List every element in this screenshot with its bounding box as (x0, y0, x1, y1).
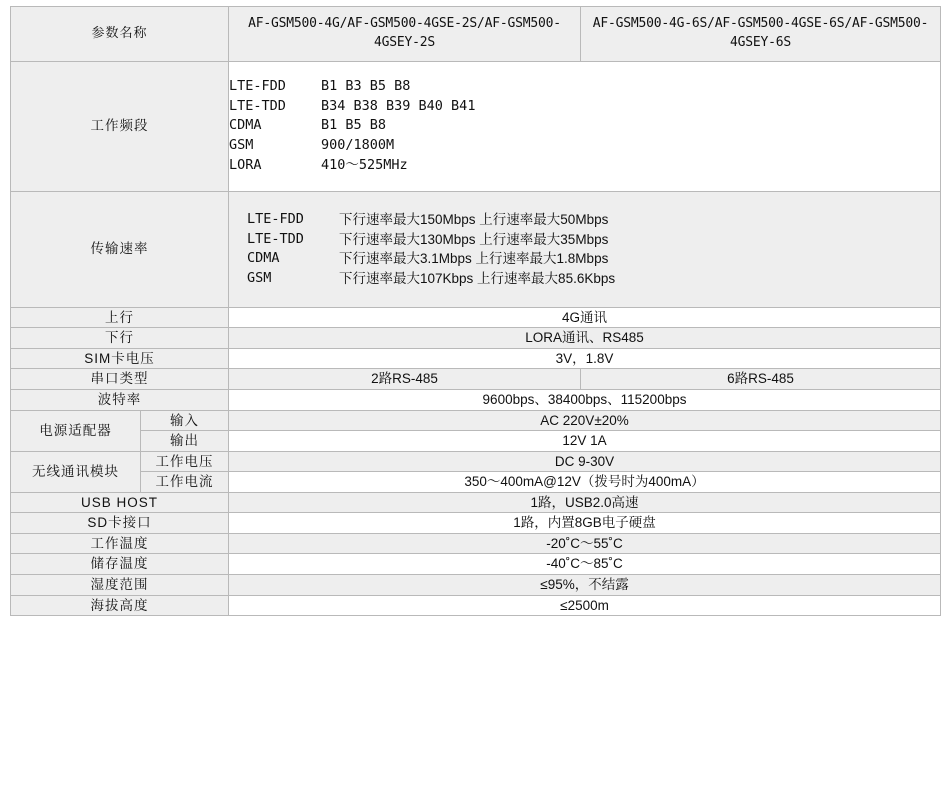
rate-name: LTE-TDD (247, 230, 304, 247)
list-item (247, 249, 940, 269)
row-value-sim-voltage: 3V，1.8V (229, 348, 941, 369)
rate-value: 下行速率最大150Mbps 上行速率最大50Mbps (339, 212, 609, 228)
row-label-serial-type: 串口类型 (11, 369, 229, 390)
list-item (229, 97, 940, 117)
row-label-altitude: 海拔高度 (11, 595, 229, 616)
rate-name: LTE-FDD (247, 211, 304, 228)
row-label-wireless-module: 无线通讯模块 (11, 451, 141, 492)
row-value-power-input: AC 220V±20% (229, 410, 941, 431)
row-label-sim-voltage: SIM卡电压 (11, 348, 229, 369)
table-row-storage-temp (11, 554, 941, 575)
row-value-serial-b: 6路RS-485 (581, 369, 941, 390)
frequency-value-block (229, 61, 941, 191)
row-label-usb-host: USB HOST (11, 492, 229, 513)
frequency-value: B1 B5 B8 (321, 117, 387, 134)
row-label-downlink: 下行 (11, 328, 229, 349)
table-row-module-current (11, 472, 941, 493)
list-item (247, 210, 940, 230)
row-value-sd-card: 1路，内置8GB电子硬盘 (229, 513, 941, 534)
row-value-module-voltage: DC 9-30V (229, 451, 941, 472)
specification-table (10, 6, 941, 616)
table-row-power-output (11, 431, 941, 452)
list-item (229, 136, 940, 156)
row-label-rate: 传输速率 (11, 191, 229, 307)
rate-value: 下行速率最大130Mbps 上行速率最大35Mbps (339, 231, 609, 247)
row-label-baud: 波特率 (11, 389, 229, 410)
frequency-value: 410～525MHz (321, 156, 408, 173)
sub-label-module-current: 工作电流 (141, 472, 229, 493)
frequency-name: LORA (229, 156, 262, 173)
sub-label-power-input: 输入 (141, 410, 229, 431)
row-value-usb-host: 1路，USB2.0高速 (229, 492, 941, 513)
row-label-humidity: 湿度范围 (11, 575, 229, 596)
rate-name: GSM (247, 269, 272, 286)
frequency-value: B1 B3 B5 B8 (321, 78, 411, 95)
list-item (229, 116, 940, 136)
table-row-altitude (11, 595, 941, 616)
list-item (247, 269, 940, 289)
frequency-value: 900/1800M (321, 136, 395, 153)
row-value-downlink: LORA通讯、RS485 (229, 328, 941, 349)
sub-label-power-output: 输出 (141, 431, 229, 452)
frequency-name: CDMA (229, 117, 262, 134)
table-row-sim-voltage (11, 348, 941, 369)
table-row-uplink (11, 307, 941, 328)
list-item (229, 156, 940, 176)
frequency-name: LTE-FDD (229, 78, 286, 95)
row-value-altitude: ≤2500m (229, 595, 941, 616)
rate-value-block (229, 191, 941, 307)
table-row-sd-card (11, 513, 941, 534)
table-row-operating-temp (11, 533, 941, 554)
row-value-storage-temp: -40˚C～85˚C (229, 554, 941, 575)
list-item (229, 77, 940, 97)
row-value-humidity: ≤95%，不结露 (229, 575, 941, 596)
frequency-value: B34 B38 B39 B40 B41 (321, 97, 476, 114)
row-value-operating-temp: -20˚C～55˚C (229, 533, 941, 554)
row-label-operating-temp: 工作温度 (11, 533, 229, 554)
table-row-downlink (11, 328, 941, 349)
row-value-module-current: 350～400mA@12V（拨号时为400mA） (229, 472, 941, 493)
row-label-sd-card: SD卡接口 (11, 513, 229, 534)
header-model-b: AF-GSM500-4G-6S/AF-GSM500-4GSE-6S/AF-GSM500-4GSEY-6S (581, 7, 941, 62)
table-row-module-voltage (11, 451, 941, 472)
table-row-humidity (11, 575, 941, 596)
row-value-baud: 9600bps、38400bps、115200bps (229, 389, 941, 410)
table-header-row (11, 7, 941, 62)
header-param-label: 参数名称 (11, 7, 229, 62)
table-row-usb-host (11, 492, 941, 513)
header-model-a: AF-GSM500-4G/AF-GSM500-4GSE-2S/AF-GSM500-4GSEY-2S (229, 7, 581, 62)
table-row-power-input (11, 410, 941, 431)
sub-label-module-voltage: 工作电压 (141, 451, 229, 472)
row-label-power-adapter: 电源适配器 (11, 410, 141, 451)
rate-value: 下行速率最大107Kbps 上行速率最大85.6Kbps (339, 270, 616, 286)
table-row-frequency (11, 61, 941, 191)
row-label-uplink: 上行 (11, 307, 229, 328)
rate-name: CDMA (247, 250, 280, 267)
table-row-baud (11, 389, 941, 410)
row-value-serial-a: 2路RS-485 (229, 369, 581, 390)
rate-value: 下行速率最大3.1Mbps 上行速率最大1.8Mbps (339, 251, 609, 267)
table-row-serial-type (11, 369, 941, 390)
frequency-name: GSM (229, 136, 254, 153)
row-value-uplink: 4G通讯 (229, 307, 941, 328)
row-label-frequency: 工作频段 (11, 61, 229, 191)
frequency-name: LTE-TDD (229, 97, 286, 114)
table-row-rate (11, 191, 941, 307)
row-label-storage-temp: 储存温度 (11, 554, 229, 575)
row-value-power-output: 12V 1A (229, 431, 941, 452)
list-item (247, 230, 940, 250)
